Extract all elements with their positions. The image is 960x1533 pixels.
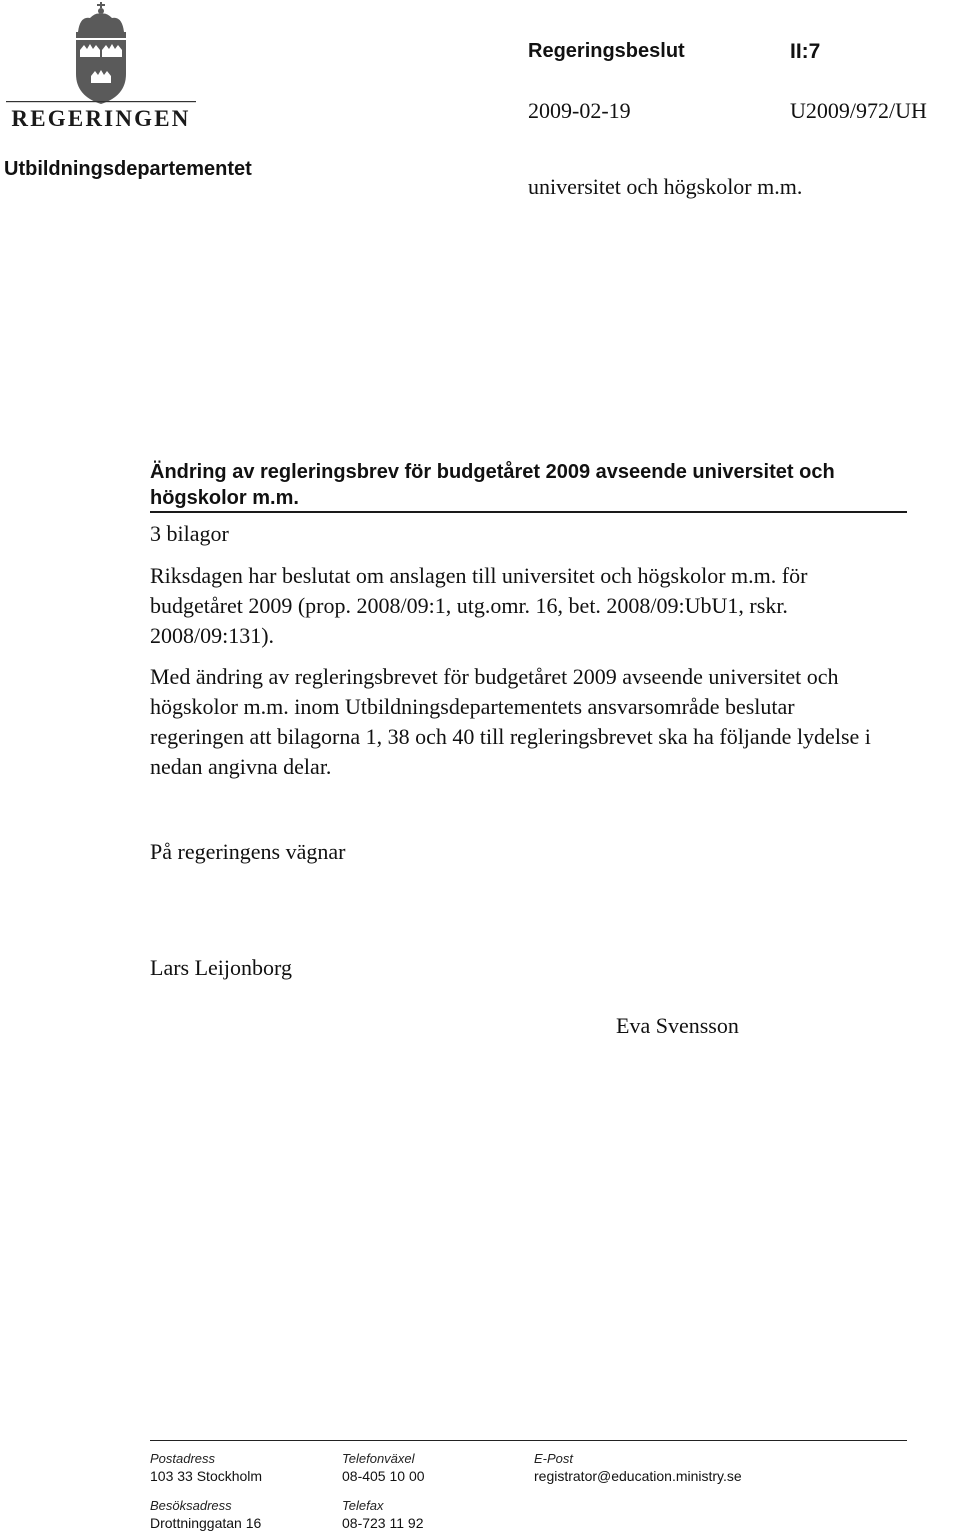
letter-subject: Ändring av regleringsbrev för budgetåret 2009 avseende universitet och högskolor m.m.	[150, 461, 835, 509]
logo-wordmark: REGERINGEN	[11, 106, 191, 131]
footer-postal-value: 103 33 Stockholm	[150, 1468, 263, 1484]
signatory-minister: Lars Leijonborg	[150, 955, 292, 980]
document-number: II:7	[790, 40, 821, 63]
footer-visiting-label: Besöksadress	[150, 1498, 232, 1513]
footer-fax-value: 08-723 11 92	[342, 1515, 424, 1531]
body-paragraph-2: Med ändring av regleringsbrevet för budgetåret 2009 avseende universitet och högskolor m.m. inom Utbildningsdepartementets ansvarsområde beslutar regeringen att bilagorna 1, 38 och 40 till regleringsbrevet ska ha följande lydelse i nedan angivna delar.	[150, 664, 871, 779]
footer-visiting-value: Drottninggatan 16	[150, 1515, 262, 1531]
document-type: Regeringsbeslut	[528, 40, 685, 62]
attachments-note: 3 bilagor	[150, 521, 229, 546]
closing-phrase: På regeringens vägnar	[150, 839, 346, 864]
footer-switchboard-value: 08-405 10 00	[342, 1468, 425, 1484]
document-date: 2009-02-19	[528, 98, 631, 123]
footer-switchboard-label: Telefonväxel	[342, 1451, 415, 1466]
regeringen-logo	[6, 2, 196, 138]
footer-postal-label: Postadress	[150, 1451, 216, 1466]
document-reference: U2009/972/UH	[790, 98, 927, 123]
subject-divider	[150, 511, 907, 513]
body-paragraph-1: Riksdagen har beslutat om anslagen till universitet och högskolor m.m. för budgetåret 2009 (prop. 2008/09:1, utg.omr. 16, bet. 2008/09:UbU1, rskr. 2008/09:131).	[150, 563, 808, 648]
signatory-official: Eva Svensson	[616, 1013, 739, 1038]
department-name: Utbildningsdepartementet	[4, 158, 252, 180]
footer-email-label: E-Post	[534, 1451, 574, 1466]
footer-fax-label: Telefax	[342, 1498, 384, 1513]
coat-of-arms-icon	[6, 2, 196, 106]
footer-divider	[150, 1440, 907, 1441]
document-recipient: universitet och högskolor m.m.	[528, 174, 803, 199]
footer-email-value: registrator@education.ministry.se	[534, 1468, 742, 1484]
